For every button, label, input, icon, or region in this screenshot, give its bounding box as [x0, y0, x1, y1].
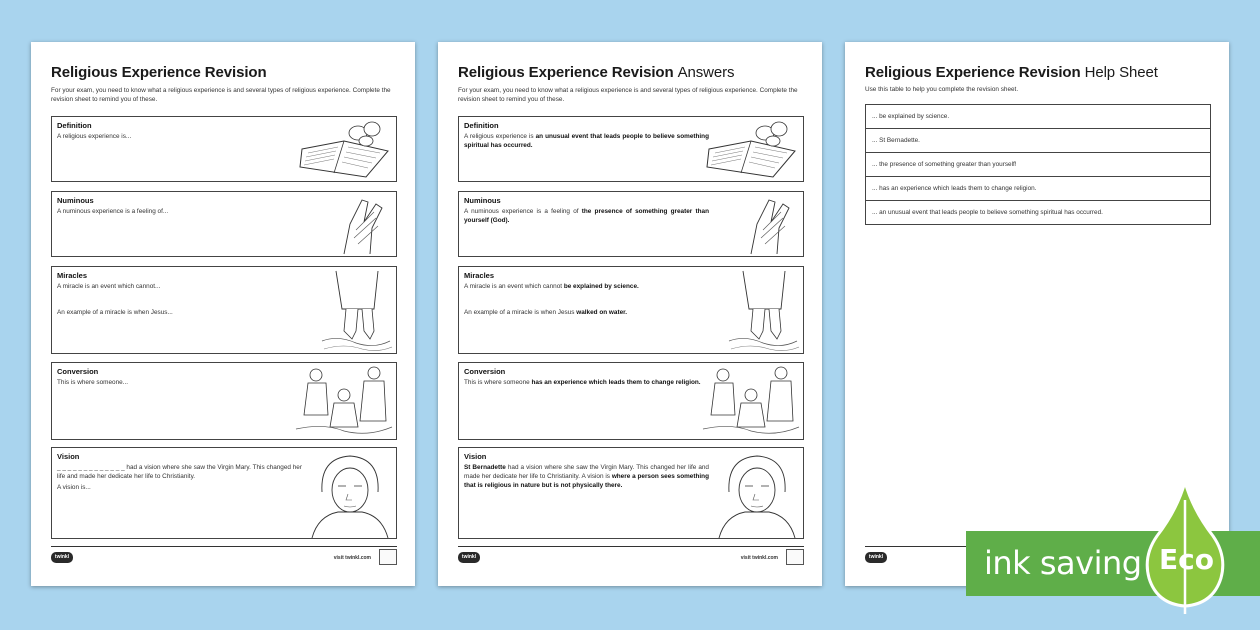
answers-sheet	[438, 42, 822, 586]
miracles-box	[51, 266, 397, 354]
sheet-intro: Use this table to help you complete the revision sheet.	[865, 86, 1019, 93]
ink-saving-label: ink saving	[984, 544, 1142, 582]
sheet-title: Religious Experience Revision Help Sheet	[865, 64, 1158, 81]
table-cell: ... an unusual event that leads people to believe something spiritual has occurred.	[866, 201, 1211, 225]
baptism-illustration	[701, 365, 801, 439]
section-heading: Definition	[464, 121, 499, 130]
section-heading: Numinous	[57, 196, 94, 205]
section-line: An example of a miracle is when Jesus walked on water.	[464, 309, 628, 316]
table-row	[866, 201, 1211, 225]
twinkl-logo: twinkl	[458, 552, 480, 563]
walking-feet-illustration	[725, 269, 801, 353]
table-cell: ... be explained by science.	[866, 105, 1211, 129]
section-line: A miracle is an event which cannot be explained by science.	[464, 283, 639, 290]
section-line: This is where someone has an experience which leads them to change religion.	[464, 379, 701, 386]
conversion-box	[458, 362, 804, 440]
table-cell: ... the presence of something greater than yourself!	[866, 153, 1211, 177]
section-line: A religious experience is an unusual event that leads people to believe something spiritual has occurred.	[464, 133, 709, 149]
section-line: A religious experience is...	[57, 133, 132, 140]
sheet-footer	[51, 546, 397, 566]
section-heading: Vision	[464, 452, 487, 461]
table-row	[866, 129, 1211, 153]
help-table	[865, 104, 1211, 225]
miracles-box	[458, 266, 804, 354]
praying-hands-illustration	[731, 194, 801, 256]
numinous-box	[51, 191, 397, 257]
table-cell: ... St Bernadette.	[866, 129, 1211, 153]
vision-box	[458, 447, 804, 539]
section-line: A numinous experience is a feeling of...	[57, 208, 169, 215]
section-heading: Conversion	[57, 367, 99, 376]
book-illustration	[296, 119, 394, 181]
table-cell: ... has an experience which leads them to change religion.	[866, 177, 1211, 201]
section-heading: Miracles	[464, 271, 495, 280]
praying-hands-illustration	[324, 194, 394, 256]
section-line: A numinous experience is a feeling of the presence of something greater than yourself (God).	[464, 208, 709, 224]
revision-sheet	[31, 42, 415, 586]
twinkl-logo: twinkl	[865, 552, 887, 563]
numinous-box	[458, 191, 804, 257]
section-line: A vision is...	[57, 484, 91, 491]
twinkl-logo: twinkl	[51, 552, 73, 563]
quality-badge-icon	[379, 549, 397, 565]
section-line: St Bernadette had a vision where she saw the Virgin Mary. This changed her life and made her dedicate her life to Christianity. A vision is where a person sees something that is religious in nature but is not physically there.	[464, 464, 709, 489]
vision-box	[51, 447, 397, 539]
sheet-intro: For your exam, you need to know what a religious experience is and several types of religious experience. Complete the revision sheet to remind you of these.	[51, 87, 391, 103]
sheet-title: Religious Experience Revision	[51, 64, 267, 81]
section-heading: Conversion	[464, 367, 506, 376]
quality-badge-icon	[786, 549, 804, 565]
book-illustration	[703, 119, 801, 181]
bernadette-illustration	[709, 450, 801, 538]
definition-box	[51, 116, 397, 182]
section-heading: Vision	[57, 452, 80, 461]
walking-feet-illustration	[318, 269, 394, 353]
table-row	[866, 105, 1211, 129]
baptism-illustration	[294, 365, 394, 439]
bernadette-illustration	[302, 450, 394, 538]
sheet-title: Religious Experience Revision Answers	[458, 64, 735, 81]
footer-url: visit twinkl.com	[740, 555, 778, 561]
definition-box	[458, 116, 804, 182]
section-line: An example of a miracle is when Jesus...	[57, 309, 173, 316]
section-heading: Miracles	[57, 271, 88, 280]
sheet-intro: For your exam, you need to know what a religious experience is and several types of religious experience. Complete the revision sheet to remind you of these.	[458, 87, 798, 103]
table-row	[866, 177, 1211, 201]
footer-url: visit twinkl.com	[333, 555, 371, 561]
section-heading: Numinous	[464, 196, 501, 205]
sheet-footer	[458, 546, 804, 566]
section-line: A miracle is an event which cannot...	[57, 283, 161, 290]
section-heading: Definition	[57, 121, 92, 130]
section-line: This is where someone...	[57, 379, 129, 386]
conversion-box	[51, 362, 397, 440]
eco-label: Eco	[1159, 543, 1214, 576]
section-line: _ _ _ _ _ _ _ _ _ _ _ _ _ had a vision where she saw the Virgin Mary. This changed her life and made her dedicate her life to Christianity.	[57, 464, 302, 480]
table-row	[866, 153, 1211, 177]
